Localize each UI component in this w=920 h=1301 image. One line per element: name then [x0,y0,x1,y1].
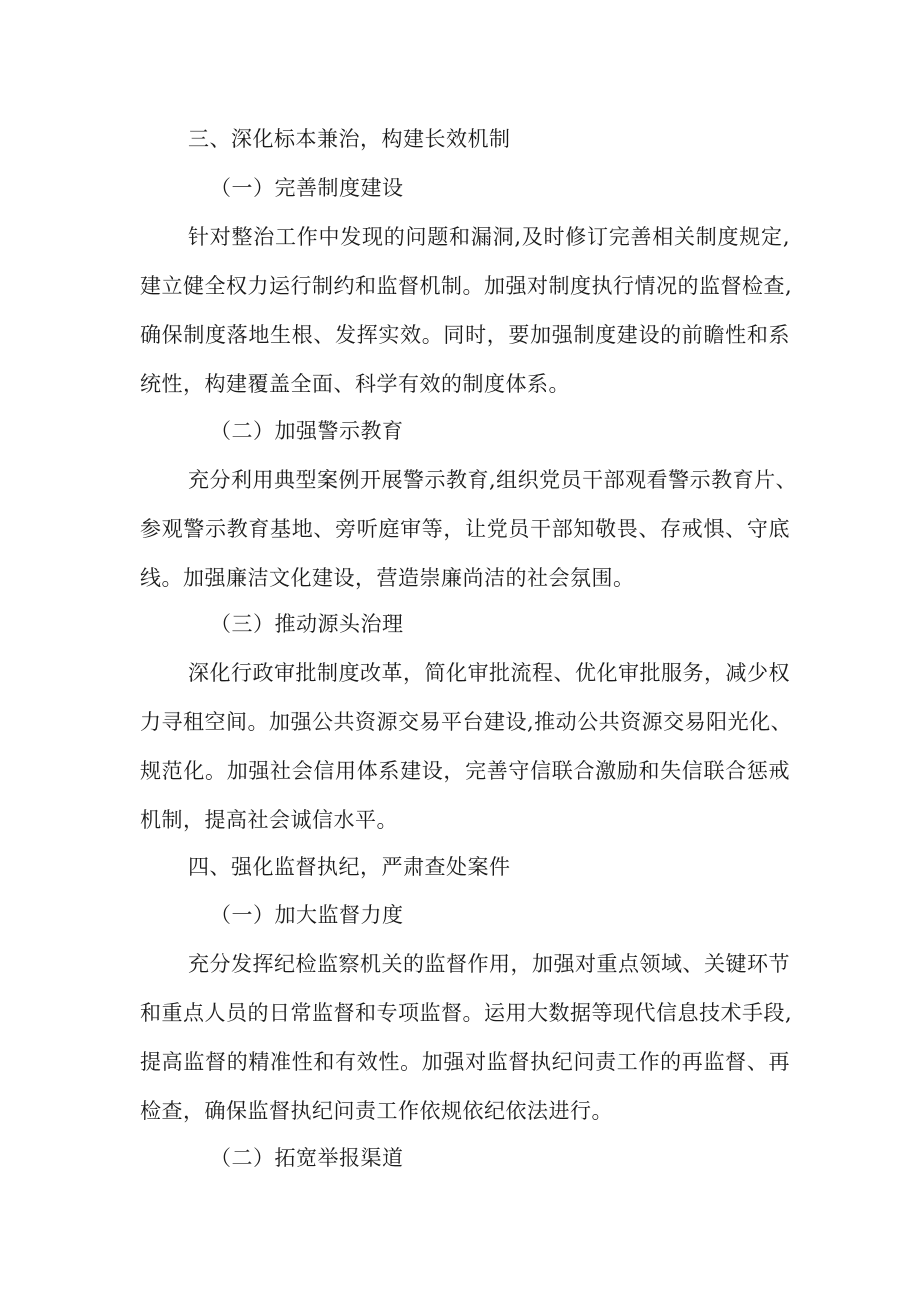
paragraph-line: 规范化。加强社会信用体系建设，完善守信联合激励和失信联合惩戒 [140,759,790,783]
paragraph-line: 建立健全权力运行制约和监督机制。加强对制度执行情况的监督检查, [140,274,793,298]
paragraph-line: 检查，确保监督执纪问责工作依规依纪依法进行。 [140,1099,613,1123]
subsection-heading: （二）加强警示教育 [210,419,404,443]
section-heading: 四、强化监督执纪，严肃查处案件 [188,855,511,879]
section-heading: 三、深化标本兼治，构建长效机制 [188,127,511,151]
paragraph-line: 机制，提高社会诚信水平。 [140,808,398,832]
subsection-heading: （三）推动源头治理 [210,612,404,636]
paragraph-line: 统性，构建覆盖全面、科学有效的制度体系。 [140,372,570,396]
paragraph-line: 充分利用典型案例开展警示教育,组织党员干部观看警示教育片、 [188,468,798,492]
paragraph-line: 和重点人员的日常监督和专项监督。运用大数据等现代信息技术手段, [140,1001,793,1025]
subsection-heading: （二）拓宽举报渠道 [210,1146,404,1170]
paragraph-line: 针对整治工作中发现的问题和漏洞,及时修订完善相关制度规定, [188,225,790,249]
subsection-heading: （一）加大监督力度 [210,903,404,927]
paragraph-line: 提高监督的精准性和有效性。加强对监督执纪问责工作的再监督、再 [140,1050,790,1074]
paragraph-line: 线。加强廉洁文化建设，营造崇廉尚洁的社会氛围。 [140,566,635,590]
subsection-heading: （一）完善制度建设 [210,176,404,200]
paragraph-line: 深化行政审批制度改革，简化审批流程、优化审批服务，减少权 [188,661,790,685]
paragraph-line: 力寻租空间。加强公共资源交易平台建设,推动公共资源交易阳光化、 [140,710,793,734]
paragraph-line: 充分发挥纪检监察机关的监督作用，加强对重点领域、关键环节 [188,952,790,976]
paragraph-line: 确保制度落地生根、发挥实效。同时，要加强制度建设的前瞻性和系 [140,323,790,347]
paragraph-line: 参观警示教育基地、旁听庭审等，让党员干部知敬畏、存戒惧、守底 [140,517,790,541]
